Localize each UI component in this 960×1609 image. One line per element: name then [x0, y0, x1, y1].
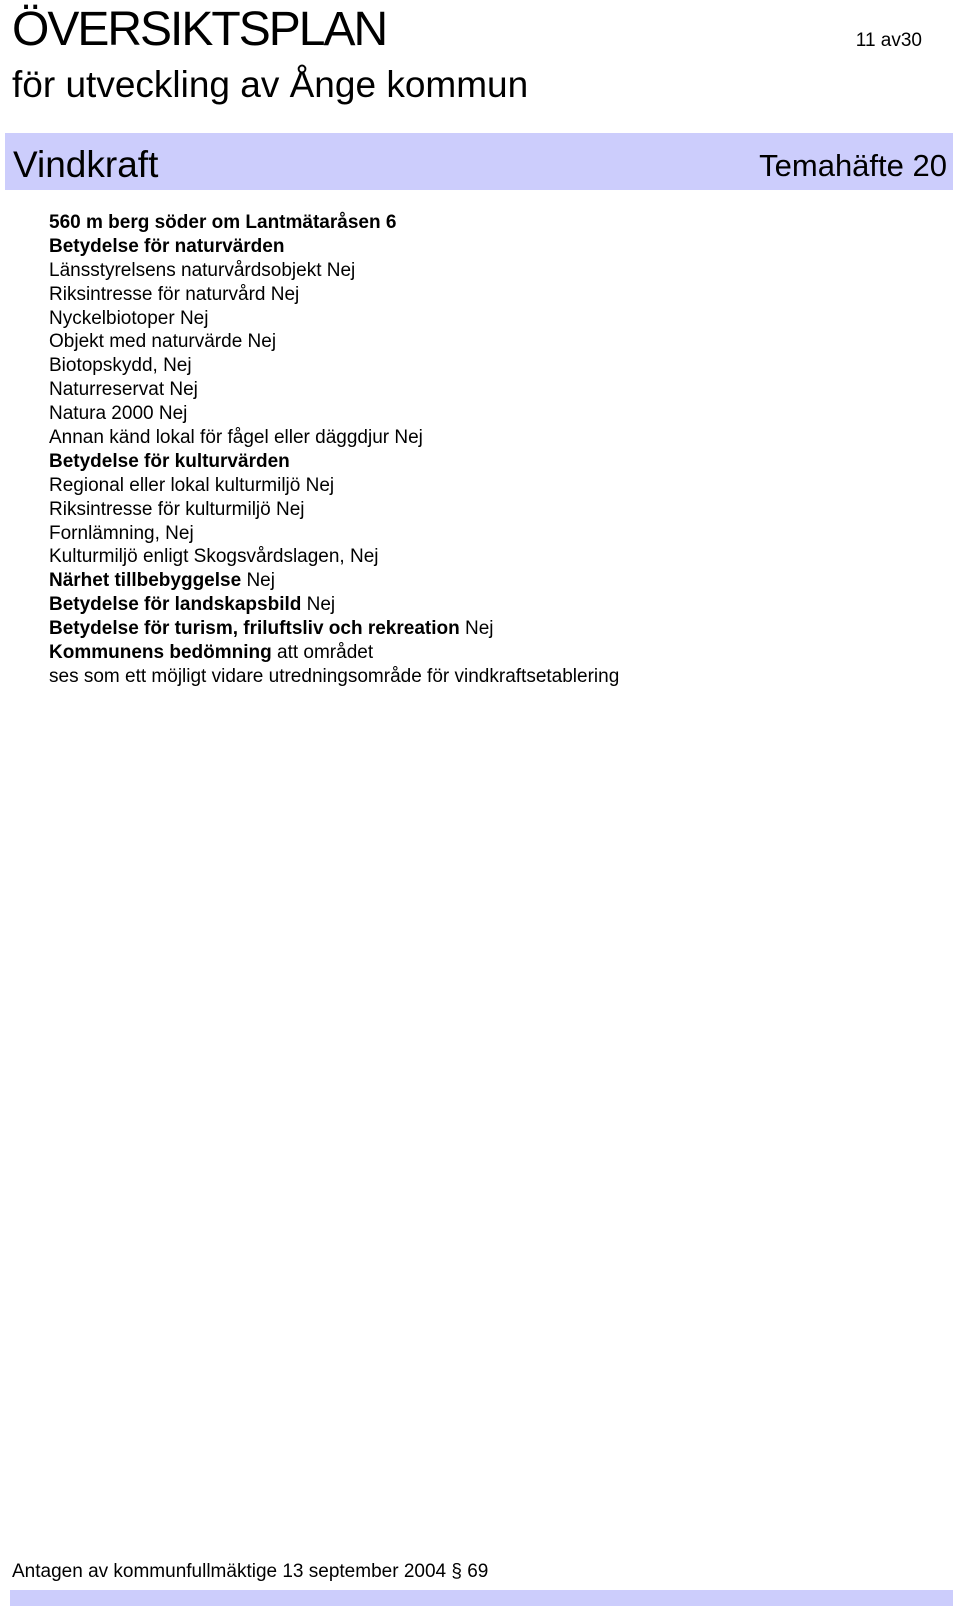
document-title: ÖVERSIKTSPLAN: [12, 3, 387, 56]
culture-line: Fornlämning, Nej: [49, 522, 194, 544]
nature-line: Biotopskydd, Nej: [49, 355, 192, 377]
site-heading: 560 m berg söder om Lantmätaråsen 6: [49, 212, 397, 233]
page-counter: 11 av30: [855, 30, 922, 51]
tourism-label: Betydelse för turism, friluftsliv och rekreation: [49, 618, 460, 640]
nature-line: Länsstyrelsens naturvårdsobjekt Nej: [49, 259, 356, 281]
content-body: [49, 211, 929, 689]
footer-band: [10, 1590, 953, 1606]
nature-line: Riksintresse för naturvård Nej: [49, 283, 300, 305]
landscape-value: Nej: [301, 594, 336, 616]
culture-heading: Betydelse för kulturvärden: [49, 450, 290, 472]
nature-heading: Betydelse för naturvärden: [49, 235, 285, 257]
assessment-value: att området: [271, 642, 374, 664]
section-title: Vindkraft: [13, 144, 159, 185]
nature-line: Annan känd lokal för fågel eller däggdjur Nej: [49, 427, 423, 449]
nature-line: Natura 2000 Nej: [49, 403, 188, 425]
document-subtitle: för utveckling av Ånge kommun: [12, 64, 529, 105]
nature-line: Objekt med naturvärde Nej: [49, 331, 277, 353]
section-tag: Temahäfte 20: [759, 148, 947, 183]
nature-line: Nyckelbiotoper Nej: [49, 307, 209, 329]
footer-adoption-note: Antagen av kommunfullmäktige 13 september 2004 § 69: [12, 1561, 489, 1582]
assessment-continuation: ses som ett möjligt vidare utredningsområde för vindkraftsetablering: [49, 665, 620, 687]
landscape-label: Betydelse för landskapsbild: [49, 594, 302, 616]
culture-line: Kulturmiljö enligt Skogsvårdslagen, Nej: [49, 546, 379, 568]
nature-line: Naturreservat Nej: [49, 379, 198, 401]
culture-line: Riksintresse för kulturmiljö Nej: [49, 498, 305, 520]
proximity-line: [49, 569, 929, 593]
tourism-line: [49, 617, 929, 641]
section-header-band: [5, 133, 953, 190]
tourism-value: Nej: [459, 618, 494, 640]
assessment-line: [49, 641, 929, 665]
proximity-value: Nej: [241, 570, 275, 592]
assessment-label: Kommunens bedömning: [49, 642, 272, 664]
culture-line: Regional eller lokal kulturmiljö Nej: [49, 474, 335, 496]
proximity-label: Närhet tillbebyggelse: [49, 570, 242, 592]
landscape-line: [49, 593, 929, 617]
